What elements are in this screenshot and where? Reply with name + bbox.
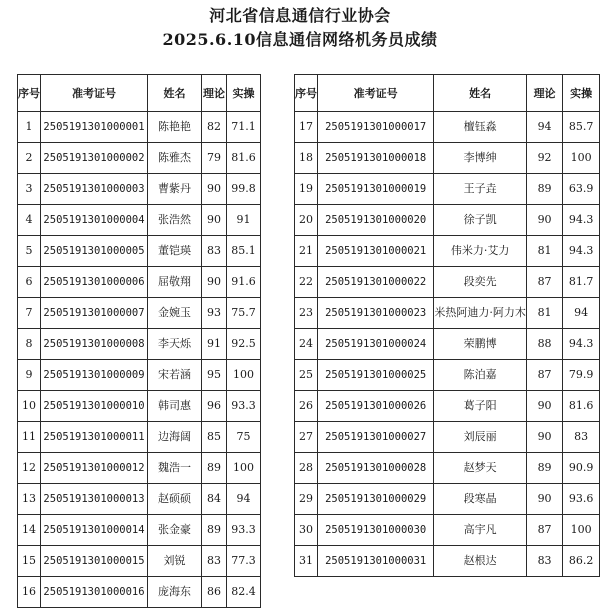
row-practice-score-cell: 94 bbox=[563, 298, 600, 329]
table-row bbox=[18, 205, 261, 236]
row-seq-cell: 29 bbox=[295, 484, 318, 515]
table-row bbox=[18, 515, 261, 546]
row-theory-score-cell: 86 bbox=[202, 577, 227, 608]
table-row bbox=[295, 112, 600, 143]
row-seq-cell: 1 bbox=[18, 112, 41, 143]
row-exam-id-cell: 2505191301000002 bbox=[41, 143, 148, 174]
row-practice-score-cell: 91 bbox=[227, 205, 261, 236]
row-theory-score-cell: 79 bbox=[202, 143, 227, 174]
row-exam-id-cell: 2505191301000003 bbox=[41, 174, 148, 205]
row-name-cell: 荣鹏博 bbox=[434, 329, 527, 360]
header-theory: 理论 bbox=[202, 75, 227, 112]
row-exam-id-cell: 2505191301000019 bbox=[318, 174, 434, 205]
table-body-right bbox=[295, 112, 600, 577]
row-practice-score-cell: 79.9 bbox=[563, 360, 600, 391]
table-row bbox=[18, 112, 261, 143]
row-theory-score-cell: 89 bbox=[526, 453, 562, 484]
row-seq-cell: 23 bbox=[295, 298, 318, 329]
row-exam-id-cell: 2505191301000006 bbox=[41, 267, 148, 298]
document-title: 河北省信息通信行业协会 bbox=[209, 6, 391, 25]
header-practice: 实操 bbox=[563, 75, 600, 112]
row-name-cell: 高宇凡 bbox=[434, 515, 527, 546]
row-name-cell: 董铠瑛 bbox=[148, 236, 202, 267]
row-seq-cell: 21 bbox=[295, 236, 318, 267]
row-exam-id-cell: 2505191301000005 bbox=[41, 236, 148, 267]
row-theory-score-cell: 85 bbox=[202, 422, 227, 453]
table-row bbox=[295, 391, 600, 422]
row-seq-cell: 16 bbox=[18, 577, 41, 608]
row-theory-score-cell: 83 bbox=[202, 236, 227, 267]
row-exam-id-cell: 2505191301000027 bbox=[318, 422, 434, 453]
row-exam-id-cell: 2505191301000023 bbox=[318, 298, 434, 329]
row-name-cell: 李天烁 bbox=[148, 329, 202, 360]
table-row bbox=[18, 329, 261, 360]
row-name-cell: 李博绅 bbox=[434, 143, 527, 174]
row-name-cell: 伟米力·艾力 bbox=[434, 236, 527, 267]
row-practice-score-cell: 82.4 bbox=[227, 577, 261, 608]
table-row bbox=[18, 236, 261, 267]
table-row bbox=[18, 143, 261, 174]
row-seq-cell: 8 bbox=[18, 329, 41, 360]
row-exam-id-cell: 2505191301000011 bbox=[41, 422, 148, 453]
table-row bbox=[18, 484, 261, 515]
row-seq-cell: 17 bbox=[295, 112, 318, 143]
table-row bbox=[18, 267, 261, 298]
row-name-cell: 宋若涵 bbox=[148, 360, 202, 391]
row-name-cell: 赵硕硕 bbox=[148, 484, 202, 515]
row-name-cell: 张浩然 bbox=[148, 205, 202, 236]
row-theory-score-cell: 87 bbox=[526, 267, 562, 298]
row-name-cell: 葛子阳 bbox=[434, 391, 527, 422]
row-exam-id-cell: 2505191301000012 bbox=[41, 453, 148, 484]
row-exam-id-cell: 2505191301000017 bbox=[318, 112, 434, 143]
table-header-row bbox=[295, 75, 600, 112]
table-row bbox=[295, 298, 600, 329]
table-row bbox=[295, 329, 600, 360]
row-practice-score-cell: 63.9 bbox=[563, 174, 600, 205]
row-name-cell: 边海阔 bbox=[148, 422, 202, 453]
row-name-cell: 屈敬翔 bbox=[148, 267, 202, 298]
row-name-cell: 陈泊嘉 bbox=[434, 360, 527, 391]
table-row bbox=[295, 267, 600, 298]
table-header-row bbox=[18, 75, 261, 112]
row-theory-score-cell: 87 bbox=[526, 515, 562, 546]
table-row bbox=[18, 391, 261, 422]
row-name-cell: 张金豪 bbox=[148, 515, 202, 546]
table-row bbox=[18, 546, 261, 577]
row-seq-cell: 25 bbox=[295, 360, 318, 391]
row-seq-cell: 4 bbox=[18, 205, 41, 236]
row-exam-id-cell: 2505191301000029 bbox=[318, 484, 434, 515]
row-name-cell: 曹紫丹 bbox=[148, 174, 202, 205]
row-seq-cell: 3 bbox=[18, 174, 41, 205]
row-theory-score-cell: 83 bbox=[526, 546, 562, 577]
row-theory-score-cell: 95 bbox=[202, 360, 227, 391]
row-seq-cell: 18 bbox=[295, 143, 318, 174]
row-practice-score-cell: 94.3 bbox=[563, 236, 600, 267]
row-theory-score-cell: 90 bbox=[526, 422, 562, 453]
row-seq-cell: 28 bbox=[295, 453, 318, 484]
row-practice-score-cell: 75 bbox=[227, 422, 261, 453]
row-name-cell: 赵梦天 bbox=[434, 453, 527, 484]
row-practice-score-cell: 99.8 bbox=[227, 174, 261, 205]
header-theory: 理论 bbox=[526, 75, 562, 112]
table-row bbox=[295, 515, 600, 546]
table-row bbox=[295, 453, 600, 484]
header-seq: 序号 bbox=[18, 75, 41, 112]
header-seq: 序号 bbox=[295, 75, 318, 112]
row-seq-cell: 14 bbox=[18, 515, 41, 546]
row-seq-cell: 2 bbox=[18, 143, 41, 174]
row-exam-id-cell: 2505191301000026 bbox=[318, 391, 434, 422]
table-row bbox=[18, 422, 261, 453]
row-seq-cell: 15 bbox=[18, 546, 41, 577]
row-practice-score-cell: 85.7 bbox=[563, 112, 600, 143]
row-exam-id-cell: 2505191301000021 bbox=[318, 236, 434, 267]
row-name-cell: 陈艳艳 bbox=[148, 112, 202, 143]
row-seq-cell: 31 bbox=[295, 546, 318, 577]
row-theory-score-cell: 81 bbox=[526, 298, 562, 329]
row-name-cell: 徐子凯 bbox=[434, 205, 527, 236]
table-row bbox=[18, 298, 261, 329]
row-theory-score-cell: 89 bbox=[202, 453, 227, 484]
row-exam-id-cell: 2505191301000010 bbox=[41, 391, 148, 422]
row-name-cell: 米热阿迪力·阿力木 bbox=[434, 298, 527, 329]
header-name: 姓名 bbox=[148, 75, 202, 112]
row-practice-score-cell: 93.3 bbox=[227, 515, 261, 546]
row-practice-score-cell: 100 bbox=[227, 360, 261, 391]
table-body-left bbox=[18, 112, 261, 608]
row-practice-score-cell: 83 bbox=[563, 422, 600, 453]
document-subtitle: 2025.6.10信息通信网络机务员成绩 bbox=[162, 30, 438, 49]
row-theory-score-cell: 91 bbox=[202, 329, 227, 360]
row-exam-id-cell: 2505191301000014 bbox=[41, 515, 148, 546]
table-row bbox=[18, 577, 261, 608]
row-theory-score-cell: 84 bbox=[202, 484, 227, 515]
row-exam-id-cell: 2505191301000013 bbox=[41, 484, 148, 515]
table-row bbox=[295, 174, 600, 205]
row-seq-cell: 9 bbox=[18, 360, 41, 391]
scores-table-right bbox=[294, 74, 600, 577]
row-name-cell: 金婉玉 bbox=[148, 298, 202, 329]
row-name-cell: 刘辰丽 bbox=[434, 422, 527, 453]
table-row bbox=[295, 143, 600, 174]
row-theory-score-cell: 89 bbox=[526, 174, 562, 205]
table-row bbox=[295, 236, 600, 267]
row-practice-score-cell: 100 bbox=[563, 143, 600, 174]
row-theory-score-cell: 93 bbox=[202, 298, 227, 329]
row-name-cell: 檀钰淼 bbox=[434, 112, 527, 143]
row-seq-cell: 30 bbox=[295, 515, 318, 546]
row-practice-score-cell: 86.2 bbox=[563, 546, 600, 577]
row-theory-score-cell: 90 bbox=[526, 205, 562, 236]
row-theory-score-cell: 90 bbox=[202, 267, 227, 298]
row-practice-score-cell: 85.1 bbox=[227, 236, 261, 267]
row-practice-score-cell: 92.5 bbox=[227, 329, 261, 360]
row-name-cell: 韩司惠 bbox=[148, 391, 202, 422]
row-seq-cell: 22 bbox=[295, 267, 318, 298]
header-practice: 实操 bbox=[227, 75, 261, 112]
row-seq-cell: 11 bbox=[18, 422, 41, 453]
table-row bbox=[295, 484, 600, 515]
table-row bbox=[18, 453, 261, 484]
row-theory-score-cell: 82 bbox=[202, 112, 227, 143]
row-exam-id-cell: 2505191301000028 bbox=[318, 453, 434, 484]
row-practice-score-cell: 81.7 bbox=[563, 267, 600, 298]
row-theory-score-cell: 90 bbox=[202, 174, 227, 205]
header-name: 姓名 bbox=[434, 75, 527, 112]
row-practice-score-cell: 93.3 bbox=[227, 391, 261, 422]
row-practice-score-cell: 94.3 bbox=[563, 205, 600, 236]
row-exam-id-cell: 2505191301000031 bbox=[318, 546, 434, 577]
row-practice-score-cell: 94.3 bbox=[563, 329, 600, 360]
row-exam-id-cell: 2505191301000020 bbox=[318, 205, 434, 236]
row-theory-score-cell: 83 bbox=[202, 546, 227, 577]
row-seq-cell: 7 bbox=[18, 298, 41, 329]
row-name-cell: 段寒晶 bbox=[434, 484, 527, 515]
row-exam-id-cell: 2505191301000015 bbox=[41, 546, 148, 577]
table-row bbox=[295, 360, 600, 391]
row-practice-score-cell: 77.3 bbox=[227, 546, 261, 577]
row-theory-score-cell: 94 bbox=[526, 112, 562, 143]
row-seq-cell: 20 bbox=[295, 205, 318, 236]
row-exam-id-cell: 2505191301000009 bbox=[41, 360, 148, 391]
row-name-cell: 庞海东 bbox=[148, 577, 202, 608]
row-exam-id-cell: 2505191301000008 bbox=[41, 329, 148, 360]
row-practice-score-cell: 75.7 bbox=[227, 298, 261, 329]
scores-table-left bbox=[17, 74, 261, 608]
table-row bbox=[295, 422, 600, 453]
table-row bbox=[18, 174, 261, 205]
table-row bbox=[18, 360, 261, 391]
row-practice-score-cell: 100 bbox=[227, 453, 261, 484]
row-name-cell: 段奕先 bbox=[434, 267, 527, 298]
row-seq-cell: 26 bbox=[295, 391, 318, 422]
row-practice-score-cell: 81.6 bbox=[563, 391, 600, 422]
row-seq-cell: 27 bbox=[295, 422, 318, 453]
row-exam-id-cell: 2505191301000016 bbox=[41, 577, 148, 608]
row-practice-score-cell: 90.9 bbox=[563, 453, 600, 484]
row-practice-score-cell: 93.6 bbox=[563, 484, 600, 515]
row-exam-id-cell: 2505191301000018 bbox=[318, 143, 434, 174]
row-name-cell: 魏浩一 bbox=[148, 453, 202, 484]
row-name-cell: 陈雅杰 bbox=[148, 143, 202, 174]
row-name-cell: 王子垚 bbox=[434, 174, 527, 205]
row-seq-cell: 6 bbox=[18, 267, 41, 298]
row-seq-cell: 13 bbox=[18, 484, 41, 515]
row-practice-score-cell: 91.6 bbox=[227, 267, 261, 298]
table-row bbox=[295, 546, 600, 577]
row-name-cell: 刘锐 bbox=[148, 546, 202, 577]
header-id: 准考证号 bbox=[41, 75, 148, 112]
row-theory-score-cell: 89 bbox=[202, 515, 227, 546]
row-seq-cell: 24 bbox=[295, 329, 318, 360]
row-exam-id-cell: 2505191301000001 bbox=[41, 112, 148, 143]
row-theory-score-cell: 96 bbox=[202, 391, 227, 422]
row-seq-cell: 5 bbox=[18, 236, 41, 267]
row-exam-id-cell: 2505191301000004 bbox=[41, 205, 148, 236]
row-seq-cell: 19 bbox=[295, 174, 318, 205]
row-exam-id-cell: 2505191301000025 bbox=[318, 360, 434, 391]
row-theory-score-cell: 90 bbox=[526, 391, 562, 422]
row-seq-cell: 10 bbox=[18, 391, 41, 422]
row-exam-id-cell: 2505191301000024 bbox=[318, 329, 434, 360]
row-name-cell: 赵根达 bbox=[434, 546, 527, 577]
row-theory-score-cell: 92 bbox=[526, 143, 562, 174]
row-theory-score-cell: 90 bbox=[526, 484, 562, 515]
row-exam-id-cell: 2505191301000007 bbox=[41, 298, 148, 329]
row-exam-id-cell: 2505191301000030 bbox=[318, 515, 434, 546]
row-theory-score-cell: 88 bbox=[526, 329, 562, 360]
row-practice-score-cell: 100 bbox=[563, 515, 600, 546]
row-practice-score-cell: 81.6 bbox=[227, 143, 261, 174]
row-exam-id-cell: 2505191301000022 bbox=[318, 267, 434, 298]
row-seq-cell: 12 bbox=[18, 453, 41, 484]
row-theory-score-cell: 90 bbox=[202, 205, 227, 236]
row-theory-score-cell: 87 bbox=[526, 360, 562, 391]
row-practice-score-cell: 71.1 bbox=[227, 112, 261, 143]
row-practice-score-cell: 94 bbox=[227, 484, 261, 515]
table-row bbox=[295, 205, 600, 236]
row-theory-score-cell: 81 bbox=[526, 236, 562, 267]
header-id: 准考证号 bbox=[318, 75, 434, 112]
